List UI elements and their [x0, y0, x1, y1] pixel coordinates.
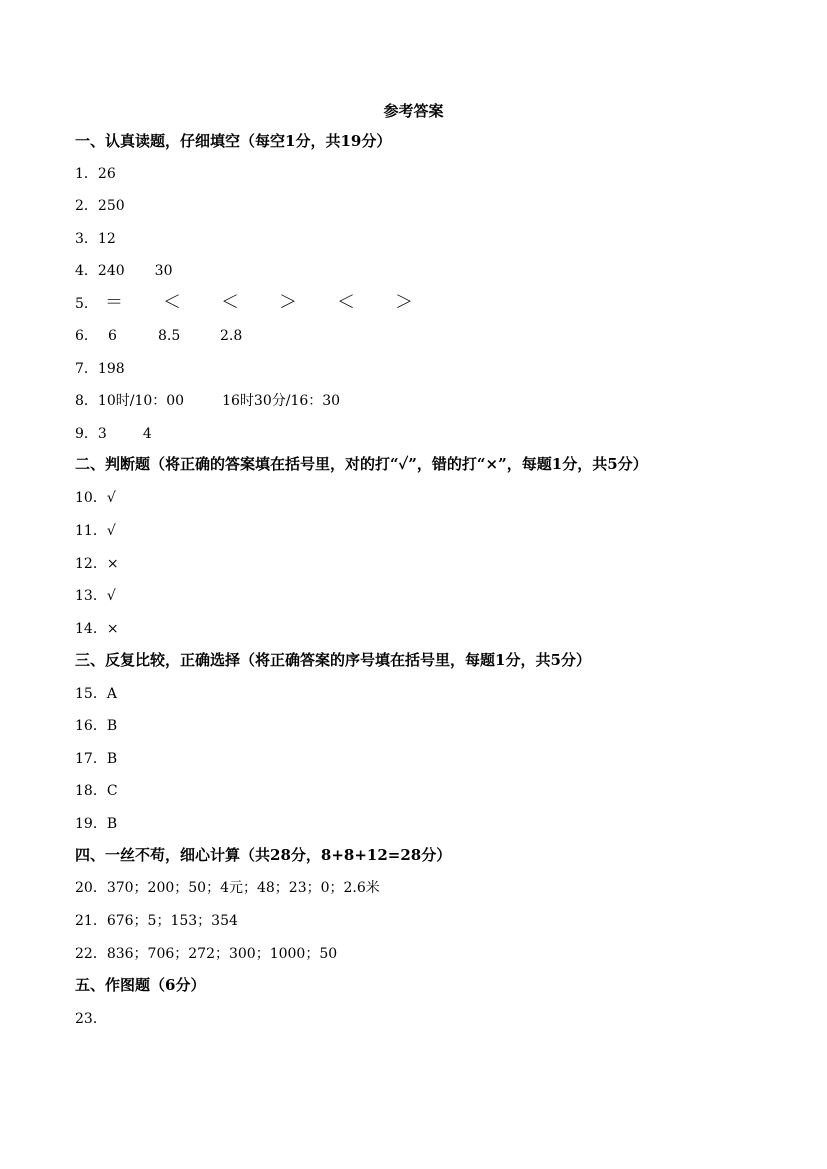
answer-1	[75, 163, 116, 183]
answer-value: 12	[97, 231, 116, 247]
question-number: 19．	[75, 816, 107, 832]
answer-value: 26	[97, 166, 116, 182]
answer-value: B	[106, 816, 118, 832]
answer-value: ×	[106, 556, 119, 572]
question-number: 11．	[75, 523, 107, 539]
question-number: 21．	[75, 913, 107, 929]
answer-value: 2.8	[220, 328, 243, 344]
question-number: 16．	[75, 718, 107, 734]
question-number: 20．	[75, 880, 107, 896]
section-heading-4: 四、一丝不苟，细心计算（共28分，8+8+12=28分）	[75, 846, 452, 864]
question-number: 1．	[75, 166, 98, 182]
answer-value: 370；200；50；4元；48；23；0；2.6米	[106, 880, 380, 896]
question-number: 14．	[75, 621, 107, 637]
answer-21	[75, 910, 238, 930]
question-number: 18．	[75, 783, 107, 799]
answer-value: 30	[154, 263, 173, 279]
answer-value: 198	[97, 361, 125, 377]
answer-4	[75, 260, 172, 280]
comparison-symbol: ＞	[395, 292, 413, 313]
answer-14	[75, 618, 119, 638]
answer-15	[75, 683, 117, 703]
answer-value: 250	[97, 198, 125, 214]
answer-value: √	[106, 490, 116, 506]
answer-13	[75, 585, 116, 605]
answer-10	[75, 487, 116, 507]
question-number: 17．	[75, 751, 107, 767]
question-number: 3．	[75, 231, 98, 247]
answer-value: √	[106, 523, 116, 539]
answer-value: 6	[108, 328, 117, 344]
answer-value: ×	[106, 621, 119, 637]
question-number: 23．	[75, 1011, 107, 1027]
answer-12	[75, 553, 119, 573]
answer-value: 676；5；153；354	[106, 913, 238, 929]
question-number: 22．	[75, 946, 107, 962]
answer-value: A	[106, 686, 117, 702]
answer-value: B	[106, 751, 118, 767]
answer-11	[75, 520, 116, 540]
answer-7	[75, 358, 125, 378]
answer-3	[75, 228, 116, 248]
answer-18	[75, 780, 118, 800]
answer-8	[75, 390, 340, 410]
question-number: 6．	[75, 328, 98, 344]
section-heading-3: 三、反复比较，正确选择（将正确答案的序号填在括号里，每题1分，共5分）	[75, 651, 591, 669]
answer-5	[75, 288, 413, 314]
question-number: 9．	[75, 426, 98, 442]
answer-value: 836；706；272；300；1000；50	[106, 946, 338, 962]
question-number: 5．	[75, 296, 98, 312]
section-heading-5: 五、作图题（6分）	[75, 976, 206, 994]
answer-20	[75, 877, 380, 897]
question-number: 15．	[75, 686, 107, 702]
answer-value: B	[106, 718, 118, 734]
section-heading-1: 一、认真读题，仔细填空（每空1分，共19分）	[75, 132, 392, 150]
comparison-symbol: ＜	[221, 292, 239, 313]
page-title: 参考答案	[383, 102, 444, 120]
answer-value: C	[106, 783, 118, 799]
question-number: 10．	[75, 490, 107, 506]
answer-value: √	[106, 588, 116, 604]
question-number: 4．	[75, 263, 98, 279]
answer-6	[75, 325, 242, 345]
answer-2	[75, 195, 125, 215]
question-number: 2．	[75, 198, 98, 214]
question-number: 7．	[75, 361, 98, 377]
comparison-symbol: ＝	[105, 292, 123, 313]
answer-value: 3	[97, 426, 107, 442]
answer-23	[75, 1008, 107, 1028]
comparison-symbol: ＜	[337, 292, 355, 313]
answer-value: 4	[142, 426, 152, 442]
answer-22	[75, 943, 337, 963]
answer-value: 16时30分/16：30	[222, 393, 341, 409]
question-number: 13．	[75, 588, 107, 604]
answer-19	[75, 813, 117, 833]
answer-17	[75, 748, 117, 768]
answer-value: 240	[97, 263, 125, 279]
question-number: 8．	[75, 393, 98, 409]
answer-16	[75, 715, 117, 735]
question-number: 12．	[75, 556, 107, 572]
section-heading-2: 二、判断题（将正确的答案填在括号里，对的打“✓”，错的打“×”，每题1分，共5分）	[75, 455, 648, 473]
answer-value: 10时/10：00	[97, 393, 185, 409]
answer-9	[75, 423, 152, 443]
answer-value: 8.5	[158, 328, 181, 344]
comparison-symbol: ＜	[163, 292, 181, 313]
comparison-symbol: ＞	[279, 292, 297, 313]
